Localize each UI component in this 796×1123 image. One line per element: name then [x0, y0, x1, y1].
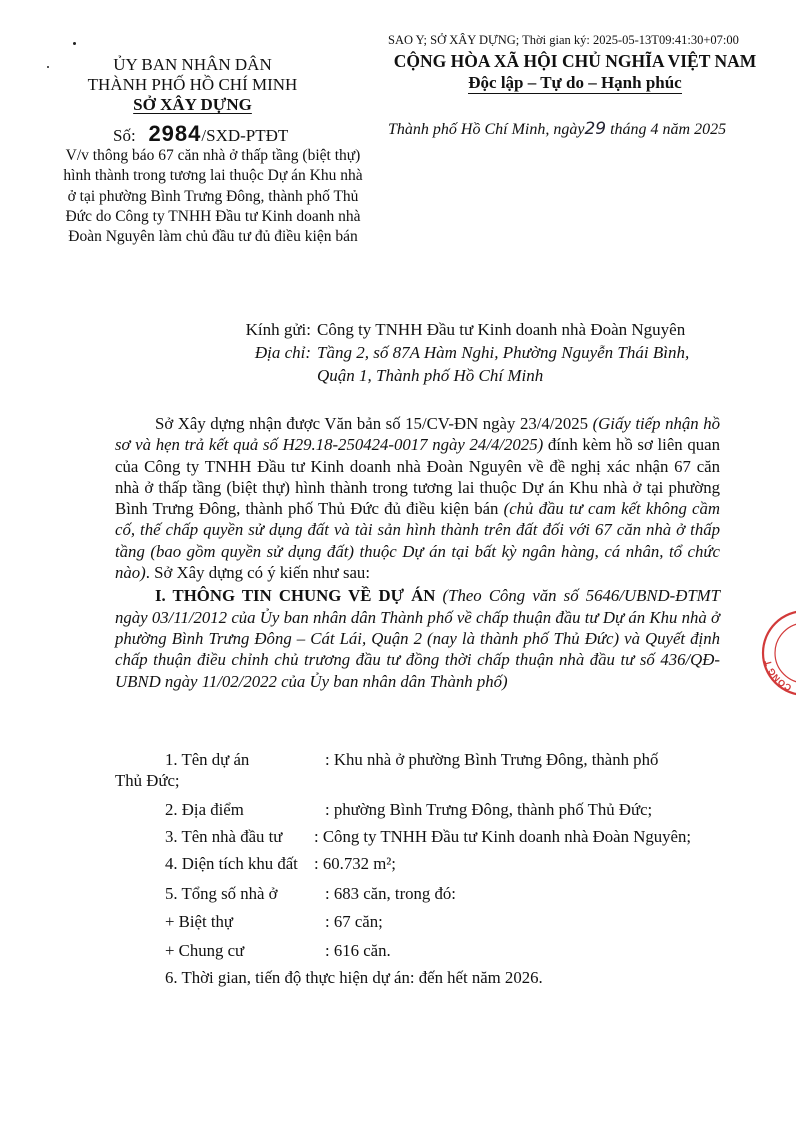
company-stamp — [760, 608, 796, 698]
intro-receipt-note: (Giấy tiếp nhận hồ sơ và hẹn trả kết quả số H29.18-250424-0017 ngày 24/4/2025) — [115, 414, 720, 455]
motto-text: Độc lập – Tự do – Hạnh phúc — [468, 73, 682, 92]
number-suffix: /SXD-PTĐT — [201, 126, 289, 145]
address-line-2: Quận 1, Thành phố Hồ Chí Minh — [317, 366, 544, 385]
item-6-text: 6. Thời gian, tiến độ thực hiện dự án: đến hết năm 2026. — [165, 968, 543, 987]
item-5a-label: + Biệt thự — [165, 912, 233, 931]
item-1-label: 1. Tên dự án — [165, 750, 250, 769]
national-motto — [385, 73, 765, 93]
item-1-continuation: Thủ Đức; — [115, 771, 180, 790]
item-3-label: 3. Tên nhà đầu tư — [165, 827, 283, 846]
address-label: Địa chỉ: — [254, 343, 311, 362]
intro-text-3: . Sở Xây dựng có ý kiến như sau: — [145, 563, 370, 583]
document-body — [115, 413, 720, 692]
intro-text-2: đính kèm hồ sơ liên quan của Công ty TNHH Đầu tư Kinh doanh nhà Đoàn Nguyên về đề nghị xác nhận 67 căn nhà ở thấp tầng (biệt thự) hình thành trong tương lai thuộc Dự án Khu nhà ở tại phường Bình Trưng Đông, thành phố Thủ Đức đủ điều kiện bán — [115, 435, 720, 519]
number-value: 2984 — [148, 121, 202, 146]
to-value: Công ty TNHH Đầu tư Kinh doanh nhà Đoàn Nguyên — [317, 320, 686, 339]
issuer-block — [75, 55, 310, 115]
item-5a-value: : 67 căn; — [325, 912, 383, 931]
date-prefix: Thành phố Hồ Chí Minh, ngày — [388, 121, 585, 138]
intro-commitment-note: (chủ đầu tư cam kết không cầm cố, thế chấp quyền sử dụng đất và tài sản hình thành trên đất đối với 67 căn nhà ở thấp tầng (bao gồm quyền sử dụng đất) thuộc Dự án tại bất kỳ ngân hàng, cá nhân, tổ chức nào) — [115, 499, 720, 583]
section-1-note: (Theo Công văn số 5646/UBND-ĐTMT ngày 03/11/2012 của Ủy ban nhân dân Thành phố về chấp thuận đầu tư Dự án Khu nhà ở phường Bình Trưng Đông – Cát Lái, Quận 2 (nay là thành phố Thủ Đức) và Quyết định chấp thuận điều chỉnh chủ trương đầu tư đồng thời chấp thuận nhà đầu tư số 436/QĐ-UBND ngày 11/02/2022 của Ủy ban nhân dân Thành phố) — [115, 586, 720, 691]
section-1-title: I. THÔNG TIN CHUNG VỀ DỰ ÁN — [155, 586, 436, 606]
item-1-value: : Khu nhà ở phường Bình Trưng Đông, thành phố — [325, 750, 659, 769]
item-2-value: : phường Bình Trưng Đông, thành phố Thủ Đức; — [325, 800, 653, 819]
date-suffix: tháng 4 năm 2025 — [610, 121, 727, 138]
scan-dot — [73, 42, 76, 45]
national-title: CỘNG HÒA XÃ HỘI CHỦ NGHĨA VIỆT NAM — [393, 51, 757, 71]
number-label: Số: — [113, 126, 136, 145]
item-4-value: : 60.732 m²; — [314, 854, 396, 873]
section-1-paragraph — [115, 585, 720, 691]
issuer-department: SỞ XÂY DỰNG — [133, 95, 252, 114]
item-2-label: 2. Địa điểm — [165, 800, 244, 819]
to-label: Kính gửi: — [245, 320, 311, 339]
date-line — [388, 119, 726, 139]
item-3-value: : Công ty TNHH Đầu tư Kinh doanh nhà Đoàn Nguyên; — [314, 827, 691, 846]
date-day: 29 — [584, 119, 607, 139]
intro-paragraph — [115, 413, 720, 583]
item-5-label: 5. Tổng số nhà ở — [165, 884, 278, 903]
issuer-line-1: ỦY BAN NHÂN DÂN — [113, 55, 272, 74]
document-number — [113, 121, 288, 147]
address-line-1: Tầng 2, số 87A Hàm Nghi, Phường Nguyễn Thái Bình, — [317, 343, 690, 362]
item-4-label: 4. Diện tích khu đất — [165, 854, 298, 873]
issuer-line-2: THÀNH PHỐ HỒ CHÍ MINH — [87, 75, 298, 94]
item-5-value: : 683 căn, trong đó: — [325, 884, 456, 903]
document-subject: V/v thông báo 67 căn nhà ở thấp tầng (biệt thự) hình thành trong tương lai thuộc Dự án Khu nhà ở tại phường Bình Trưng Đông, thành phố Thủ Đức do Công ty TNHH Đầu tư Kinh doanh nhà Đoàn Nguyên làm chủ đầu tư đủ điều kiện bán — [63, 147, 363, 246]
item-5b-label: + Chung cư — [165, 941, 245, 960]
recipient-block — [230, 318, 689, 387]
item-5b-value: : 616 căn. — [325, 941, 391, 960]
intro-text-1: Sở Xây dựng nhận được Văn bản số 15/CV-ĐN ngày 23/4/2025 — [155, 414, 593, 433]
stamp-text: CÔNG T — [762, 659, 793, 693]
scan-dot — [47, 66, 49, 68]
digital-copy-note: SAO Y; SỞ XÂY DỰNG; Thời gian ký: 2025-05-13T09:41:30+07:00 — [388, 33, 739, 47]
